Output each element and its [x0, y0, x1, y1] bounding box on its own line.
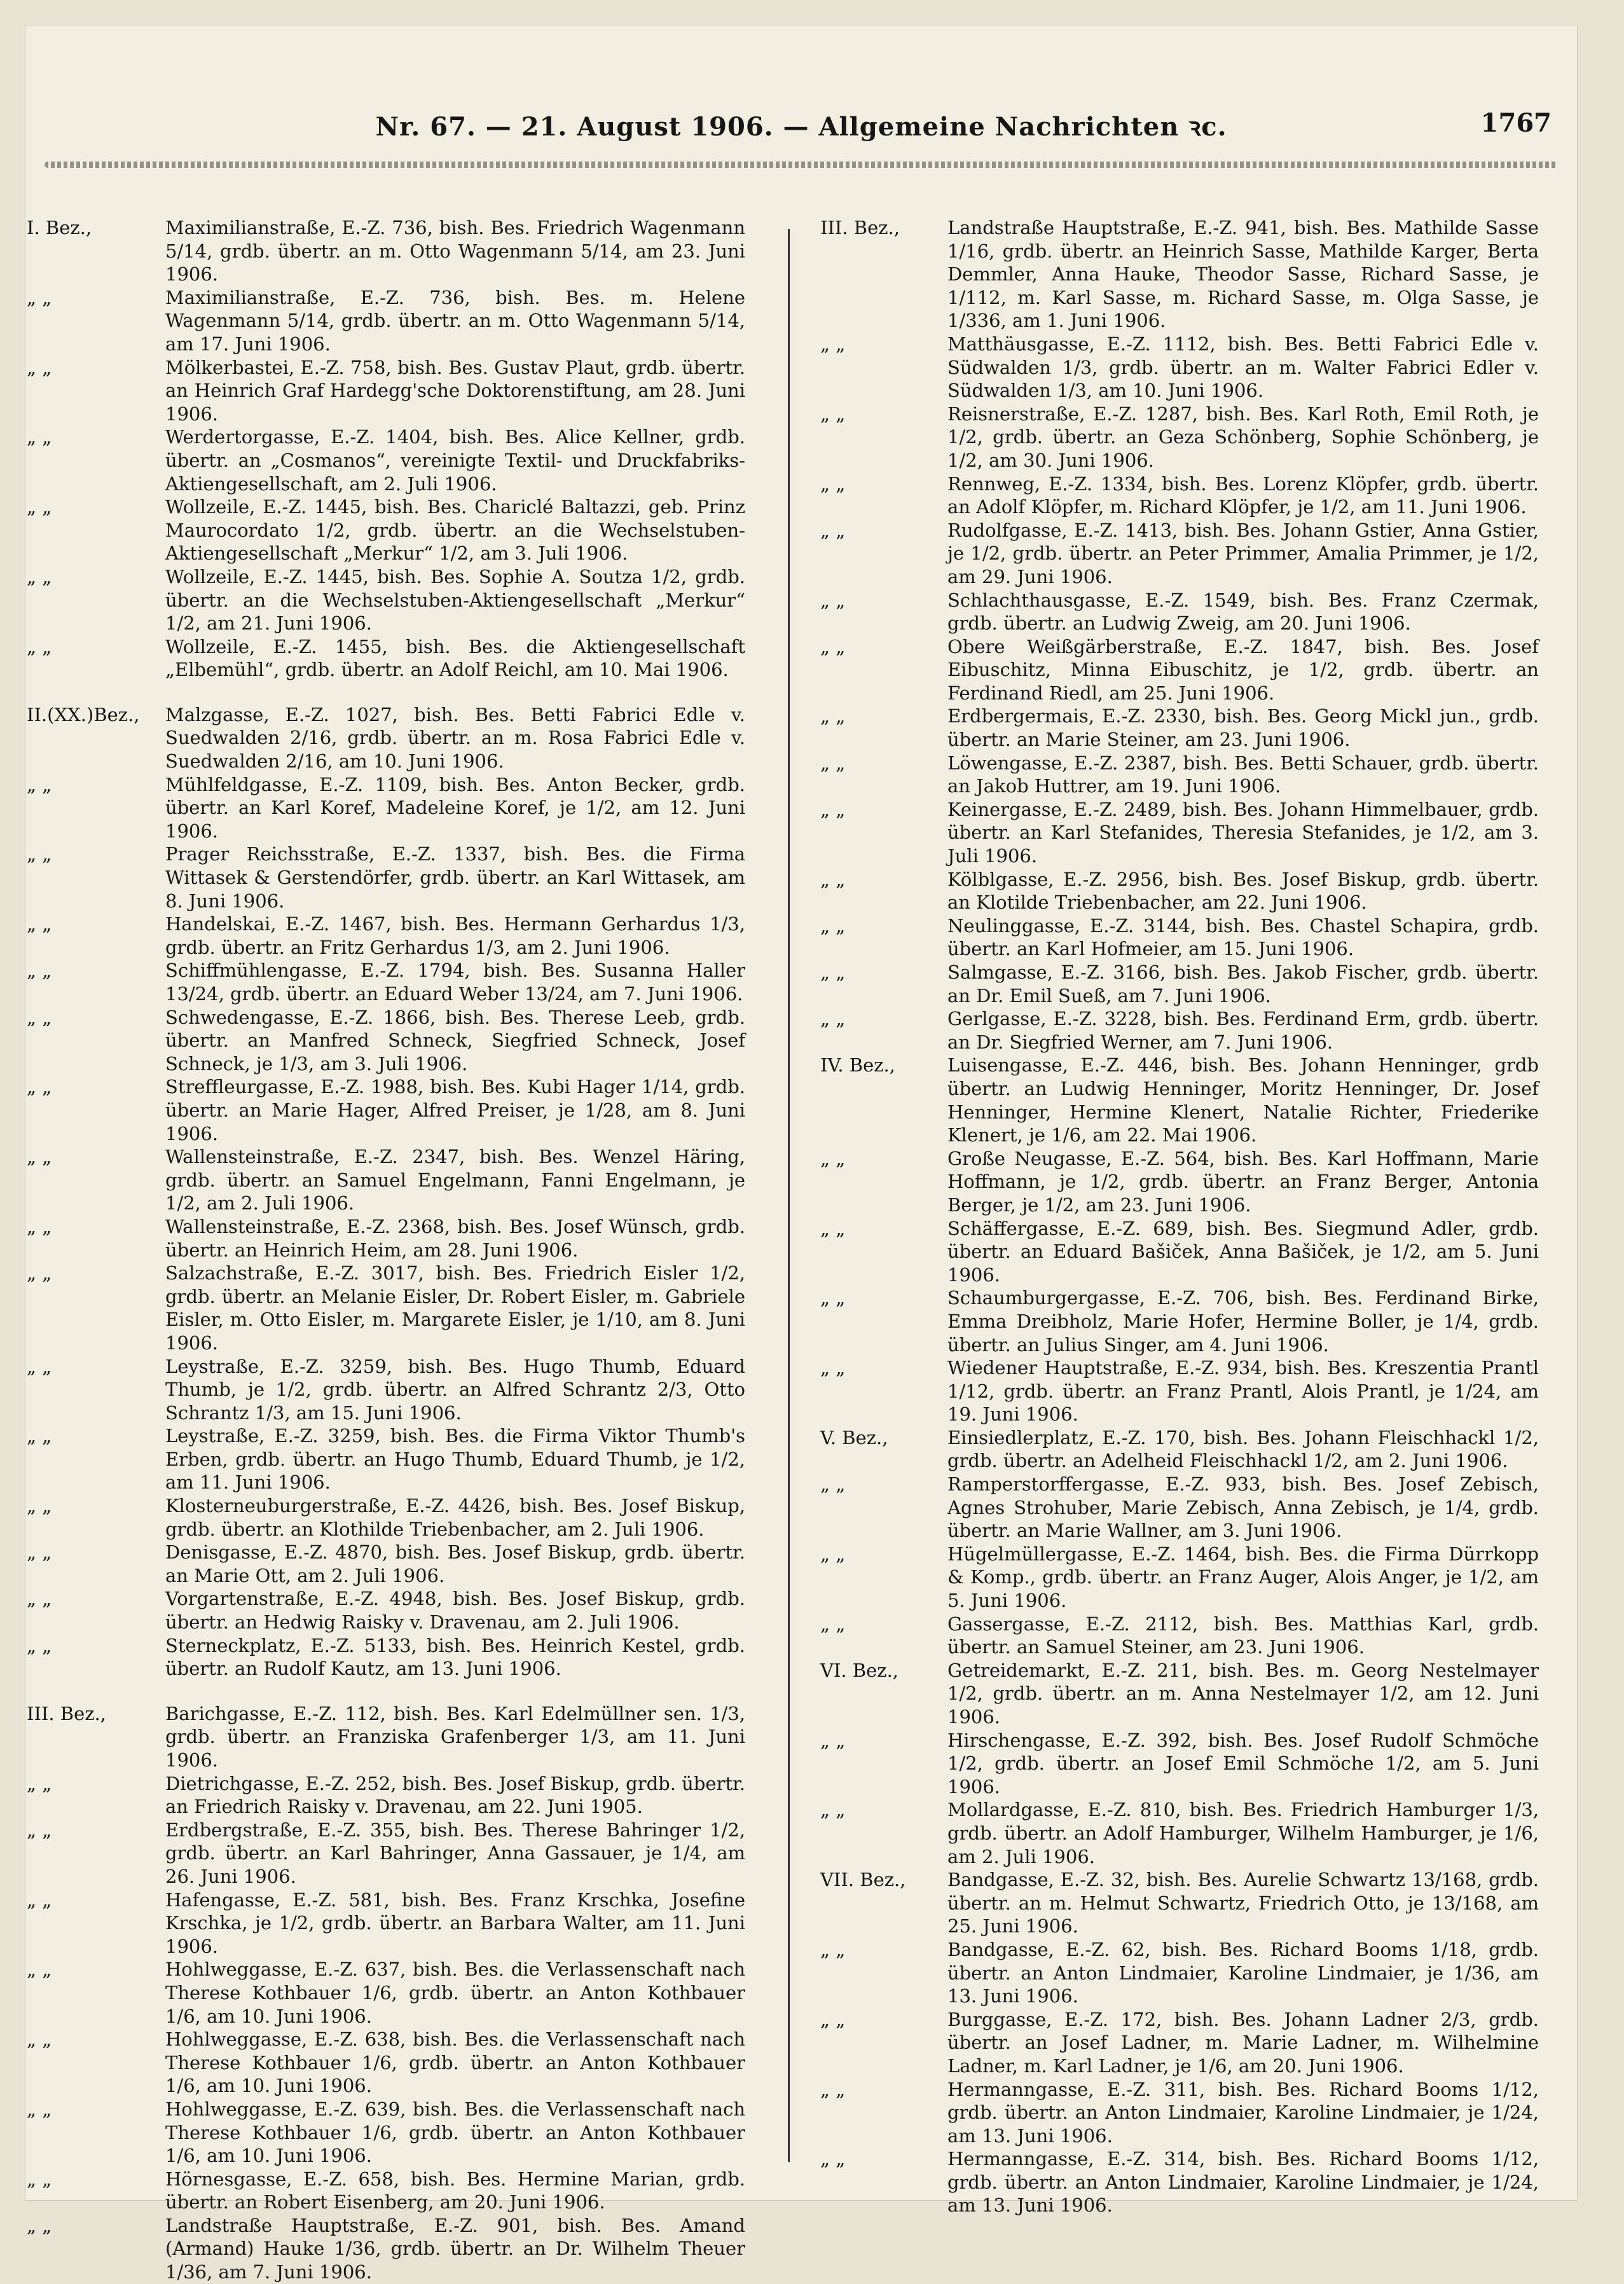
entry-text: Denisgasse, E.-Z. 4870, bish. Bes. Josef Biskup, grdb. übertr. an Marie Ott, am 2. Juli 1906. [165, 1541, 745, 1586]
entry-text: Bandgasse, E.-Z. 32, bish. Bes. Aurelie Schwartz 13/168, grdb. übertr. an m. Helmut Schwartz, Friedrich Otto, je 13/168, am 25. Juni 1906. [947, 1869, 1539, 1937]
entry-text: Kölblgasse, E.-Z. 2956, bish. Bes. Josef Biskup, grdb. übertr. an Klotilde Triebenbacher, am 22. Juni 1906. [947, 868, 1539, 914]
register-entry [820, 333, 1539, 402]
register-entry [820, 1356, 1539, 1426]
register-entry [27, 2214, 745, 2284]
district-label: „ „ [27, 1772, 52, 1794]
district-label: „ „ [820, 402, 846, 425]
entry-text: Hügelmüllergasse, E.-Z. 1464, bish. Bes. die Firma Dürrkopp & Komp., grdb. übertr. an Franz Auger, Alois Anger, je 1/2, am 5. Juni 1906. [947, 1543, 1539, 1612]
register-entry [820, 1938, 1539, 2008]
register-entry [27, 635, 745, 682]
entry-text: Hohlweggasse, E.-Z. 638, bish. Bes. die Verlassenschaft nach Therese Kothbauer 1/6, grdb. übertr. an Anton Kothbauer 1/6, am 10. Juni 1906. [165, 2028, 745, 2097]
district-label: „ „ [820, 705, 846, 727]
section-gap [27, 1681, 745, 1702]
register-entry [820, 868, 1539, 914]
district-label: „ „ [820, 2008, 846, 2030]
district-label: „ „ [27, 1634, 52, 1656]
district-label: „ „ [27, 2214, 52, 2236]
entry-text: Mollardgasse, E.-Z. 810, bish. Bes. Friedrich Hamburger 1/3, grdb. übertr. an Adolf Hamburger, Wilhelm Hamburger, je 1/6, am 2. Juli 1906. [947, 1799, 1539, 1868]
entry-text: Wollzeile, E.-Z. 1455, bish. Bes. die Aktiengesellschaft „Elbemühl“, grdb. übertr. an Adolf Reichl, am 10. Mai 1906. [165, 635, 745, 681]
register-entry [27, 773, 745, 843]
register-entry [27, 1541, 745, 1587]
district-label: „ „ [27, 960, 52, 982]
register-entry [820, 1217, 1539, 1287]
district-label: „ „ [820, 1008, 846, 1030]
district-label: „ „ [820, 752, 846, 774]
register-entry [820, 1543, 1539, 1613]
entry-text: Leystraße, E.-Z. 3259, bish. Bes. Hugo Thumb, Eduard Thumb, je 1/2, grdb. übertr. an Alfred Schrantz 2/3, Otto Schrantz 1/3, am 15. Juni 1906. [165, 1355, 745, 1424]
district-label: „ „ [820, 472, 846, 495]
district-label: „ „ [27, 1425, 52, 1447]
district-label: „ „ [820, 1473, 846, 1496]
register-entry [820, 752, 1539, 798]
entry-text: Handelskai, E.-Z. 1467, bish. Bes. Hermann Gerhardus 1/3, grdb. übertr. an Fritz Gerhardus 1/3, am 2. Juni 1906. [165, 913, 745, 958]
register-entry [820, 1659, 1539, 1729]
district-label: „ „ [820, 914, 846, 937]
entry-text: Schlachthausgasse, E.-Z. 1549, bish. Bes. Franz Czermak, grdb. übertr. an Ludwig Zweig, am 20. Juni 1906. [947, 589, 1539, 635]
entry-text: Große Neugasse, E.-Z. 564, bish. Bes. Karl Hoffmann, Marie Hoffmann, je 1/2, grdb. übertr. an Franz Berger, Antonia Berger, je 1/2, am 23. Juni 1906. [947, 1147, 1539, 1216]
register-entry [27, 2098, 745, 2168]
district-label: „ „ [820, 1217, 846, 1239]
left-column [27, 216, 745, 2284]
register-entry [27, 1424, 745, 1494]
entry-text: Maximilianstraße, E.-Z. 736, bish. Bes. Friedrich Wagenmann 5/14, grdb. übertr. an m. Otto Wagenmann 5/14, am 23. Juni 1906. [165, 217, 745, 286]
register-entry [820, 705, 1539, 751]
entry-text: Erdbergermais, E.-Z. 2330, bish. Bes. Georg Mickl jun., grdb. übertr. an Marie Steiner, am 23. Juni 1906. [947, 705, 1539, 751]
register-entry [820, 1868, 1539, 1938]
register-entry [820, 472, 1539, 519]
register-entry [820, 1613, 1539, 1659]
district-label: VII. Bez., [820, 1869, 906, 1891]
newspaper-page [25, 25, 1577, 2283]
entry-text: Reisnerstraße, E.-Z. 1287, bish. Bes. Karl Roth, Emil Roth, je 1/2, grdb. übertr. an Geza Schönberg, Sophie Schönberg, je 1/2, am 30. Juni 1906. [947, 402, 1539, 471]
entry-text: Mölkerbastei, E.-Z. 758, bish. Bes. Gustav Plaut, grdb. übertr. an Heinrich Graf Hardegg'sche Doktorenstiftung, am 28. Juni 1906. [165, 356, 745, 425]
district-label: „ „ [820, 798, 846, 820]
entry-text: Prager Reichsstraße, E.-Z. 1337, bish. Bes. die Firma Wittasek & Gerstendörfer, grdb. übertr. an Karl Wittasek, am 8. Juni 1906. [165, 843, 745, 912]
register-entry [27, 1634, 745, 1681]
district-label: „ „ [27, 2168, 52, 2190]
district-label: „ „ [27, 1076, 52, 1098]
register-entry [27, 2168, 745, 2214]
entry-text: Ramperstorffergasse, E.-Z. 933, bish. Bes. Josef Zebisch, Agnes Strohuber, Marie Zebisch, Anna Zebisch, je 1/4, grdb. übertr. an Marie Wallner, am 3. Juni 1906. [947, 1473, 1539, 1542]
district-label: III. Bez., [27, 1702, 106, 1724]
entry-text: Leystraße, E.-Z. 3259, bish. Bes. die Firma Viktor Thumb's Erben, grdb. übertr. an Hugo Thumb, Eduard Thumb, je 1/2, am 11. Juni 1906. [165, 1425, 745, 1494]
register-entry [820, 2078, 1539, 2148]
register-entry [27, 1587, 745, 1634]
entry-text: Schäffergasse, E.-Z. 689, bish. Bes. Siegmund Adler, grdb. übertr. an Eduard Bašiček, Anna Bašiček, je 1/2, am 5. Juni 1906. [947, 1217, 1539, 1286]
district-label: „ „ [27, 1355, 52, 1377]
register-entry [820, 216, 1539, 333]
district-label: „ „ [27, 1819, 52, 1841]
entry-text: Wallensteinstraße, E.-Z. 2368, bish. Bes. Josef Wünsch, grdb. übertr. an Heinrich Heim, am 28. Juni 1906. [165, 1215, 745, 1261]
entry-text: Hermanngasse, E.-Z. 314, bish. Bes. Richard Booms 1/12, grdb. übertr. an Anton Lindmaier, Karoline Lindmaier, je 1/24, am 13. Juni 1906. [947, 2148, 1539, 2217]
district-label: „ „ [27, 1262, 52, 1284]
register-entry [820, 1426, 1539, 1473]
district-label: „ „ [27, 1495, 52, 1517]
entry-text: Wollzeile, E.-Z. 1445, bish. Bes. Sophie A. Soutza 1/2, grdb. übertr. an die Wechselstuben-Aktiengesellschaft „Merkur“ 1/2, am 21. Juni 1906. [165, 565, 745, 635]
district-label: „ „ [820, 1543, 846, 1565]
district-label: I. Bez., [27, 217, 92, 238]
district-label: II.(XX.)Bez., [27, 703, 140, 726]
column-divider [788, 229, 790, 2162]
register-entry [820, 1729, 1539, 1799]
district-label: „ „ [27, 2098, 52, 2120]
register-entry [27, 495, 745, 565]
page-header [25, 108, 1577, 159]
page-number: 1767 [1480, 108, 1552, 138]
district-label: „ „ [820, 1938, 846, 1960]
entry-text: Landstraße Hauptstraße, E.-Z. 901, bish. Bes. Amand (Armand) Hauke 1/36, grdb. übertr. an Dr. Wilhelm Theuer 1/36, am 7. Juni 1906. [165, 2214, 745, 2283]
register-entry [820, 519, 1539, 589]
register-entry [820, 1147, 1539, 1217]
register-entry [820, 402, 1539, 472]
entry-text: Mühlfeldgasse, E.-Z. 1109, bish. Bes. Anton Becker, grdb. übertr. an Karl Koref, Madeleine Koref, je 1/2, am 12. Juni 1906. [165, 773, 745, 842]
register-entry [820, 1473, 1539, 1543]
register-entry [27, 216, 745, 286]
entry-text: Malzgasse, E.-Z. 1027, bish. Bes. Betti Fabrici Edle v. Suedwalden 2/16, grdb. übertr. an m. Rosa Fabrici Edle v. Suedwalden 2/16, am 10. Juni 1906. [165, 703, 745, 773]
register-entry [27, 959, 745, 1005]
district-label: „ „ [820, 1357, 846, 1379]
register-entry [820, 1286, 1539, 1356]
register-entry [27, 1958, 745, 2028]
entry-text: Neulinggasse, E.-Z. 3144, bish. Bes. Chastel Schapira, grdb. übertr. an Karl Hofmeier, am 15. Juni 1906. [947, 914, 1539, 960]
entry-text: Sterneckplatz, E.-Z. 5133, bish. Bes. Heinrich Kestel, grdb. übertr. an Rudolf Kautz, am 13. Juni 1906. [165, 1634, 745, 1680]
district-label: „ „ [27, 1215, 52, 1237]
entry-text: Klosterneuburgerstraße, E.-Z. 4426, bish. Bes. Josef Biskup, grdb. übertr. an Klothilde Triebenbacher, am 2. Juli 1906. [165, 1495, 745, 1540]
district-label: III. Bez., [820, 217, 900, 238]
entry-text: Landstraße Hauptstraße, E.-Z. 941, bish. Bes. Mathilde Sasse 1/16, grdb. übertr. an Heinrich Sasse, Mathilde Karger, Berta Demmler, Anna Hauke, Theodor Sasse, Richard Sasse, je 1/112, m. Karl Sasse, m. Richard Sasse, m. Olga Sasse, je 1/336, am 1. Juni 1906. [947, 217, 1539, 332]
entry-text: Schaumburgergasse, E.-Z. 706, bish. Bes. Ferdinand Birke, Emma Dreibholz, Marie Hofer, Hermine Boller, je 1/4, grdb. übertr. an Julius Singer, am 4. Juni 1906. [947, 1287, 1539, 1356]
district-label: „ „ [820, 1147, 846, 1169]
entry-text: Burggasse, E.-Z. 172, bish. Bes. Johann Ladner 2/3, grdb. übertr. an Josef Ladner, m. Marie Ladner, m. Wilhelmine Ladner, m. Karl Ladner, je 1/6, am 20. Juni 1906. [947, 2008, 1539, 2077]
entry-text: Schwedengasse, E.-Z. 1866, bish. Bes. Therese Leeb, grdb. übertr. an Manfred Schneck, Siegfried Schneck, Josef Schneck, je 1/3, am 3. Juli 1906. [165, 1006, 745, 1075]
entry-text: Wiedener Hauptstraße, E.-Z. 934, bish. Bes. Kreszentia Prantl 1/12, grdb. übertr. an Franz Prantl, Alois Prantl, je 1/24, am 19. Juni 1906. [947, 1357, 1539, 1426]
register-entry [820, 1007, 1539, 1054]
entry-text: Löwengasse, E.-Z. 2387, bish. Bes. Betti Schauer, grdb. übertr. an Jakob Huttrer, am 19. Juni 1906. [947, 752, 1539, 797]
district-label: „ „ [27, 496, 52, 518]
district-label: „ „ [820, 961, 846, 983]
register-entry [27, 1819, 745, 1888]
header-rule [45, 162, 1558, 168]
register-entry [27, 1355, 745, 1425]
register-entry [820, 1798, 1539, 1868]
district-label: „ „ [820, 2078, 846, 2100]
register-entry [27, 1006, 745, 1076]
register-entry [27, 1145, 745, 1215]
district-label: „ „ [820, 1613, 846, 1635]
district-label: „ „ [820, 635, 846, 657]
entry-text: Bandgasse, E.-Z. 62, bish. Bes. Richard Booms 1/18, grdb. übertr. an Anton Lindmaier, Karoline Lindmaier, je 1/36, am 13. Juni 1906. [947, 1938, 1539, 2007]
entry-text: Erdbergstraße, E.-Z. 355, bish. Bes. Therese Bahringer 1/2, grdb. übertr. an Karl Bahringer, Anna Gassauer, je 1/4, am 26. Juni 1906. [165, 1819, 745, 1887]
entry-text: Einsiedlerplatz, E.-Z. 170, bish. Bes. Johann Fleischhackl 1/2, grdb. übertr. an Adelheid Fleischhackl 1/2, am 2. Juni 1906. [947, 1426, 1539, 1472]
district-label: V. Bez., [820, 1426, 888, 1448]
district-label: „ „ [820, 1729, 846, 1751]
entry-text: Obere Weißgärberstraße, E.-Z. 1847, bish. Bes. Josef Eibuschitz, Minna Eibuschitz, je 1/2, grdb. übertr. an Ferdinand Riedl, am 25. Juni 1906. [947, 635, 1539, 704]
district-label: „ „ [27, 635, 52, 657]
district-label: „ „ [820, 1799, 846, 1821]
register-entry [27, 843, 745, 912]
entry-text: Salzachstraße, E.-Z. 3017, bish. Bes. Friedrich Eisler 1/2, grdb. übertr. an Melanie Eisler, Dr. Robert Eisler, m. Gabriele Eisler, m. Otto Eisler, m. Margarete Eisler, je 1/10, am 8. Juni 1906. [165, 1262, 745, 1354]
register-entry [820, 798, 1539, 868]
register-entry [820, 914, 1539, 961]
page-title: Nr. 67. — 21. August 1906. — Allgemeine Nachrichten ꝛc. [375, 112, 1227, 142]
register-entry [27, 912, 745, 959]
entry-text: Matthäusgasse, E.-Z. 1112, bish. Bes. Betti Fabrici Edle v. Südwalden 1/3, grdb. übertr. an m. Walter Fabrici Edler v. Südwalden 1/3, am 10. Juni 1906. [947, 333, 1539, 402]
entry-text: Vorgartenstraße, E.-Z. 4948, bish. Bes. Josef Biskup, grdb. übertr. an Hedwig Raisky v. Dravenau, am 2. Juli 1906. [165, 1588, 745, 1634]
entry-text: Keinergasse, E.-Z. 2489, bish. Bes. Johann Himmelbauer, grdb. übertr. an Karl Stefanides, Theresia Stefanides, je 1/2, am 3. Juli 1906. [947, 798, 1539, 867]
district-label: „ „ [27, 2028, 52, 2051]
register-entry [27, 1772, 745, 1819]
entry-text: Getreidemarkt, E.-Z. 211, bish. Bes. m. Georg Nestelmayer 1/2, grdb. übertr. an m. Anna Nestelmayer 1/2, am 12. Juni 1906. [947, 1659, 1539, 1728]
entry-text: Hirschengasse, E.-Z. 392, bish. Bes. Josef Rudolf Schmöche 1/2, grdb. übertr. an Josef Emil Schmöche 1/2, am 5. Juni 1906. [947, 1729, 1539, 1798]
district-label: „ „ [27, 1006, 52, 1028]
entry-text: Rennweg, E.-Z. 1334, bish. Bes. Lorenz Klöpfer, grdb. übertr. an Adolf Klöpfer, m. Richard Klöpfer, je 1/2, am 11. Juni 1906. [947, 472, 1539, 518]
entry-text: Rudolfgasse, E.-Z. 1413, bish. Bes. Johann Gstier, Anna Gstier, je 1/2, grdb. übertr. an Peter Primmer, Amalia Primmer, je 1/2, am 29. Juni 1906. [947, 519, 1539, 588]
entry-text: Hohlweggasse, E.-Z. 639, bish. Bes. die Verlassenschaft nach Therese Kothbauer 1/6, grdb. übertr. an Anton Kothbauer 1/6, am 10. Juni 1906. [165, 2098, 745, 2167]
entry-text: Hermanngasse, E.-Z. 311, bish. Bes. Richard Booms 1/12, grdb. übertr. an Anton Lindmaier, Karoline Lindmaier, je 1/24, am 13. Juni 1906. [947, 2078, 1539, 2147]
section-gap [27, 682, 745, 703]
entry-text: Luisengasse, E.-Z. 446, bish. Bes. Johann Henninger, grdb übertr. an Ludwig Henninger, Moritz Henninger, Dr. Josef Henninger, Hermine Klenert, Natalie Richter, Friederike Klenert, je 1/6, am 22. Mai 1906. [947, 1054, 1539, 1146]
register-entry [27, 565, 745, 635]
register-entry [27, 1262, 745, 1354]
district-label: „ „ [27, 913, 52, 935]
entry-text: Dietrichgasse, E.-Z. 252, bish. Bes. Josef Biskup, grdb. übertr. an Friedrich Raisky v. Dravenau, am 22. Juni 1905. [165, 1772, 745, 1818]
register-entry [820, 635, 1539, 705]
district-label: IV. Bez., [820, 1054, 895, 1077]
entry-text: Wollzeile, E.-Z. 1445, bish. Bes. Chariclé Baltazzi, geb. Prinz Maurocordato 1/2, grdb. übertr. an die Wechselstuben-Aktiengesellschaft „Merkur“ 1/2, am 3. Juli 1906. [165, 496, 745, 565]
entry-text: Barichgasse, E.-Z. 112, bish. Bes. Karl Edelmüllner sen. 1/3, grdb. übertr. an Franziska Grafenberger 1/3, am 11. Juni 1906. [165, 1702, 745, 1771]
entry-text: Salmgasse, E.-Z. 3166, bish. Bes. Jakob Fischer, grdb. übertr. an Dr. Emil Sueß, am 7. Juni 1906. [947, 961, 1539, 1007]
register-entry [820, 961, 1539, 1007]
district-label: „ „ [820, 1287, 846, 1309]
district-label: „ „ [27, 1958, 52, 1981]
register-entry [27, 1494, 745, 1541]
entry-text: Hafengasse, E.-Z. 581, bish. Bes. Franz Krschka, Josefine Krschka, je 1/2, grdb. übertr. an Barbara Walter, am 11. Juni 1906. [165, 1888, 745, 1957]
register-entry [27, 1075, 745, 1145]
district-label: „ „ [820, 2148, 846, 2170]
district-label: „ „ [820, 589, 846, 611]
district-label: „ „ [27, 286, 52, 308]
district-label: „ „ [820, 333, 846, 355]
register-entry [27, 1888, 745, 1958]
entry-text: Gerlgasse, E.-Z. 3228, bish. Bes. Ferdinand Erm, grdb. übertr. an Dr. Siegfried Werner, am 7. Juni 1906. [947, 1008, 1539, 1053]
district-label: „ „ [27, 843, 52, 865]
register-entry [820, 1054, 1539, 1146]
district-label: „ „ [820, 868, 846, 890]
entry-text: Streffleurgasse, E.-Z. 1988, bish. Bes. Kubi Hager 1/14, grdb. übertr. an Marie Hager, Alfred Preiser, je 1/28, am 8. Juni 1906. [165, 1076, 745, 1145]
district-label: „ „ [27, 1888, 52, 1911]
district-label: „ „ [27, 773, 52, 795]
district-label: „ „ [27, 565, 52, 588]
district-label: VI. Bez., [820, 1659, 899, 1681]
register-entry [27, 1702, 745, 1772]
entry-text: Maximilianstraße, E.-Z. 736, bish. Bes. m. Helene Wagenmann 5/14, grdb. übertr. an m. Otto Wagenmann 5/14, am 17. Juni 1906. [165, 286, 745, 355]
entry-text: Werdertorgasse, E.-Z. 1404, bish. Bes. Alice Kellner, grdb. übertr. an „Cosmanos“, vereinigte Textil- und Druckfabriks-Aktiengesellschaft, am 2. Juli 1906. [165, 426, 745, 495]
right-column [820, 216, 1539, 2217]
entry-text: Schiffmühlengasse, E.-Z. 1794, bish. Bes. Susanna Haller 13/24, grdb. übertr. an Eduard Weber 13/24, am 7. Juni 1906. [165, 960, 745, 1005]
district-label: „ „ [27, 1588, 52, 1610]
register-entry [27, 2028, 745, 2098]
district-label: „ „ [27, 356, 52, 378]
entry-text: Gassergasse, E.-Z. 2112, bish. Bes. Matthias Karl, grdb. übertr. an Samuel Steiner, am 23. Juni 1906. [947, 1613, 1539, 1658]
entry-text: Hörnesgasse, E.-Z. 658, bish. Bes. Hermine Marian, grdb. übertr. an Robert Eisenberg, am 20. Juni 1906. [165, 2168, 745, 2213]
district-label: „ „ [27, 1146, 52, 1168]
register-entry [27, 703, 745, 773]
district-label: „ „ [820, 519, 846, 541]
register-entry [27, 1215, 745, 1262]
district-label: „ „ [27, 1541, 52, 1564]
register-entry [820, 2147, 1539, 2217]
register-entry [27, 356, 745, 426]
district-label: „ „ [27, 426, 52, 448]
register-entry [820, 589, 1539, 635]
register-entry [27, 286, 745, 356]
entry-text: Wallensteinstraße, E.-Z. 2347, bish. Bes. Wenzel Häring, grdb. übertr. an Samuel Engelmann, Fanni Engelmann, je 1/2, am 2. Juli 1906. [165, 1146, 745, 1214]
register-entry [820, 2008, 1539, 2078]
entry-text: Hohlweggasse, E.-Z. 637, bish. Bes. die Verlassenschaft nach Therese Kothbauer 1/6, grdb. übertr. an Anton Kothbauer 1/6, am 10. Juni 1906. [165, 1958, 745, 2027]
register-entry [27, 425, 745, 495]
